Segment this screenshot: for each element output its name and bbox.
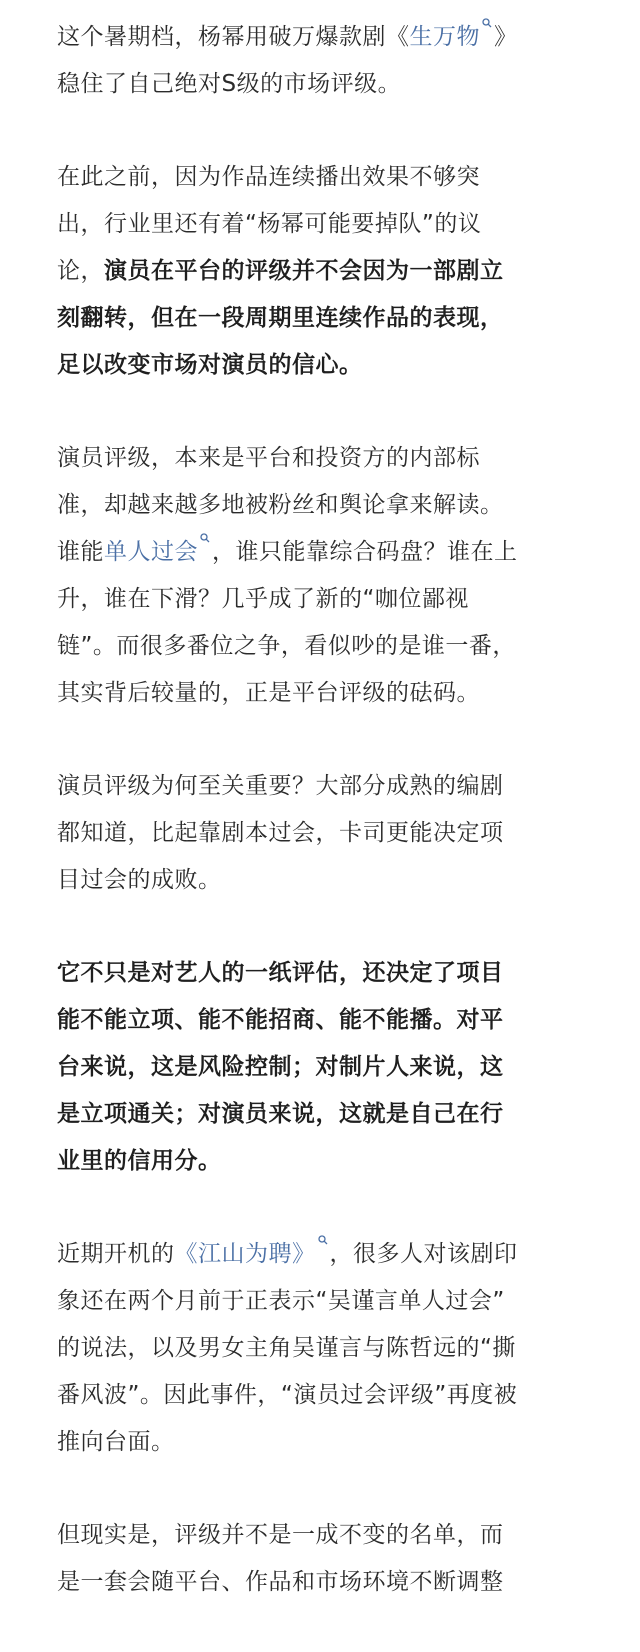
bold-text-line: 刻翻转，但在一段周期里连续作品的表现， <box>57 305 504 331</box>
text-line: 象还在两个月前于正表示“吴谨言单人过会” <box>57 1288 505 1314</box>
text: 》 <box>494 24 518 50</box>
bold-text-line: 台来说，这是风险控制；对制片人来说，这 <box>57 1054 504 1080</box>
text-line: 链”。而很多番位之争，看似吵的是谁一番， <box>57 633 516 659</box>
search-icon[interactable] <box>200 533 210 545</box>
bold-text-line: 是立项通关；对演员来说，这就是自己在行 <box>57 1101 504 1127</box>
text-line: 番风波”。因此事件，“演员过会评级”再度被 <box>57 1382 518 1408</box>
text-line: 但现实是，评级并不是一成不变的名单，而 <box>57 1522 504 1548</box>
keyword-link[interactable]: 生万物 <box>409 24 480 50</box>
text-line: 演员评级为何至关重要？大部分成熟的编剧 <box>57 773 504 799</box>
text-line: 目过会的成败。 <box>57 867 222 893</box>
paragraph-6 <box>57 1231 571 1466</box>
paragraph-7 <box>57 1512 571 1606</box>
article-body <box>57 14 571 1652</box>
bold-text-line: 业里的信用分。 <box>57 1148 222 1174</box>
text-line: 出，行业里还有着“杨幂可能要掉队”的议 <box>57 211 482 237</box>
text-line: 准，却越来越多地被粉丝和舆论拿来解读。 <box>57 492 504 518</box>
text: 这个暑期档，杨幂用破万爆款剧《 <box>57 24 410 50</box>
text-line: 升，谁在下滑？几乎成了新的“咖位鄙视 <box>57 586 469 612</box>
bold-text-line: 它不只是对艺人的一纸评估，还决定了项目 <box>57 960 504 986</box>
text-line: 是一套会随平台、作品和市场环境不断调整 <box>57 1569 504 1595</box>
text-line: 的说法，以及男女主角吴谨言与陈哲远的“撕 <box>57 1335 516 1361</box>
paragraph-4 <box>57 763 571 904</box>
text-line: 推向台面。 <box>57 1429 175 1455</box>
paragraph-3 <box>57 435 571 717</box>
text-line: 在此之前，因为作品连续播出效果不够突 <box>57 164 480 190</box>
text: 论， <box>57 258 104 284</box>
text: 谁能 <box>57 539 104 565</box>
text-line: 演员评级，本来是平台和投资方的内部标 <box>57 445 480 471</box>
keyword-link[interactable]: 单人过会 <box>104 539 198 565</box>
text-line: 都知道，比起靠剧本过会，卡司更能决定项 <box>57 820 504 846</box>
paragraph-2 <box>57 154 571 389</box>
text: 近期开机的 <box>57 1241 175 1267</box>
paragraph-5 <box>57 950 571 1185</box>
keyword-link[interactable]: 《江山为聘》 <box>174 1241 316 1267</box>
paragraph-1 <box>57 14 571 108</box>
bold-text-line: 足以改变市场对演员的信心。 <box>57 352 363 378</box>
text: ，很多人对该剧印 <box>329 1241 518 1267</box>
text-line: 其实背后较量的，正是平台评级的砝码。 <box>57 680 480 706</box>
text-line: 稳住了自己绝对S级的市场评级。 <box>57 71 402 97</box>
text: ，谁只能靠综合码盘？谁在上 <box>212 539 518 565</box>
bold-text: 演员在平台的评级并不会因为一部剧立 <box>104 258 504 284</box>
search-icon[interactable] <box>318 1235 328 1247</box>
bold-text-line: 能不能立项、能不能招商、能不能播。对平 <box>57 1007 504 1033</box>
search-icon[interactable] <box>482 18 492 30</box>
